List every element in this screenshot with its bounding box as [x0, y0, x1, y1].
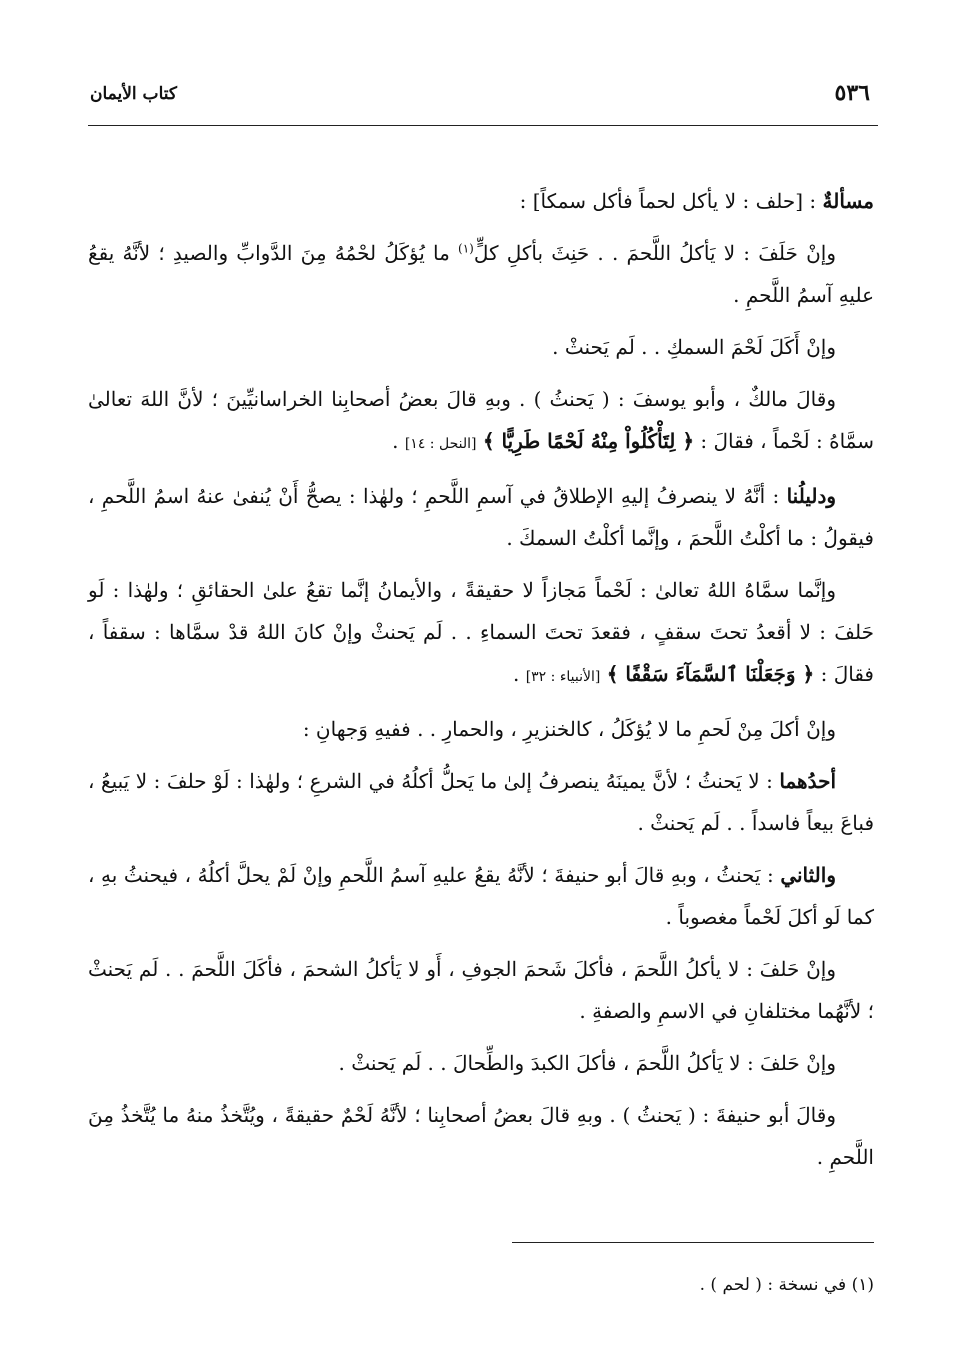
paragraph: والثاني : يَحنثُ ، وبهِ قالَ أبو حنيفةَ ؛ لأنَّهُ يقعُ عليهِ آسمُ اللَّحمِ وإنْ لَمْ يحلَّ أكلُهُ ، فيحنثُ بهِ ، كما لَو أكلَ لَحْماً مغصوباً . [88, 863, 874, 929]
footnote-text: في نسخة : ( لحم ) . [699, 1275, 847, 1295]
quran-verse: ﴿ لِتَأْكُلُواْ مِنْهُ لَحْمًا طَرِيًّا ﴾ [482, 429, 695, 453]
paragraph-lead: ودليلُنا [786, 484, 837, 508]
paragraph: وإنَّما سمَّاهُ اللهُ تعالىٰ : لَحْماً مَجازاً لا حقيقةً ، والأيمانُ إنَّما تقعُ علىٰ الحقائقِ ؛ ولهٰذا : لَو حَلفَ : لا أقعدُ تحتَ سقفٍ ، فقعدَ تحتَ السماءِ . . لَم يَحنثْ وإنْ كانَ اللهُ قدْ سمَّاها : سقفاً ، فقالَ : ﴿ وَجَعَلْنَا ٱلسَّمَآءَ سَقْفًا ﴾ [الأنبياء : ٣٢] . [88, 578, 874, 686]
page-number: ٥٣٦ [834, 80, 870, 106]
paragraph: أحدُهما : لا يَحنثُ ؛ لأنَّ يمينَهُ ينصرفُ إلىٰ ما يَحلُّ أكلُهُ في الشرعِ ؛ ولهٰذا : لَوْ حلفَ : لا يَبيعُ ، فباعَ بيعاً فاسداً . . لَم يَحنثْ . [88, 769, 874, 835]
verse-reference: [النحل : ١٤] [404, 436, 477, 452]
footnote [88, 1270, 874, 1300]
paragraph: ودليلُنا : أنَّهُ لا ينصرفُ إليهِ الإطلاقُ في آسمِ اللَّحمِ ؛ ولهٰذا : يصحُّ أَنْ يُنفىٰ عنهُ اسمُ اللَّحمِ ، فيقولُ : ما أكلْتُ اللَّحمَ ، وإنَّما أكلْتُ السمكَ . [88, 484, 874, 550]
paragraph: وإنْ حَلفَ : لا يأكلُ اللَّحمَ ، فأكلَ شَحمَ الجوفِ ، أَو لا يَأكلُ الشحمَ ، فأكَلَ اللَّحمَ . . لَم يَحنثْ ؛ لأنَّهُما مختلفانِ في الاسمِ والصفةِ . [88, 957, 874, 1023]
issue-title: [حلف : لا يأكل لحماً فأكل سمكاً] : [519, 189, 804, 213]
paragraph: وإنْ حَلفَ : لا يَأكلُ اللَّحمَ ، فأكلَ الكبدَ والطِّحالَ . . لَم يَحنثْ . [338, 1051, 836, 1075]
footnote-divider [512, 1242, 874, 1243]
paragraph: وقالَ أبو حنيفةَ : ( يَحنثُ ) . وبهِ قالَ بعضُ أصحابِنا ؛ لأنَّهُ لَحْمٌ حقيقةً ، ويُتَّخذُ منهُ ما يُتَّخذُ مِنَ اللَّحمِ . [88, 1103, 874, 1169]
paragraph-lead: أحدُهما [779, 769, 836, 793]
paragraph: وإنْ أكلَ مِنْ لَحمِ ما لا يُؤكَلُ ، كالخنزيرِ ، والحمارِ . . ففيهِ وَجهانِ : [302, 717, 836, 741]
main-text [88, 180, 874, 1188]
verse-reference: [الأنبياء : ٣٢] [525, 669, 601, 685]
header-divider [88, 125, 878, 126]
book-title: كتاب الأيمان [90, 84, 177, 104]
paragraph: وقالَ مالكٌ ، وأبو يوسفَ : ( يَحنثُ ) . وبهِ قالَ بعضُ أصحابِنا الخراسانيِّينَ ؛ لأنَّ اللهَ تعالىٰ سمَّاهُ : لَحْماً ، فقالَ : ﴿ لِتَأْكُلُواْ مِنْهُ لَحْمًا طَرِيًّا ﴾ [النحل : ١٤] . [88, 387, 874, 453]
footnote-ref: (١) [458, 241, 474, 256]
paragraph-lead: والثاني [780, 863, 836, 887]
paragraph: وإنْ حَلَفَ : لا يَأكلُ اللَّحمَ . . حَنِثَ بأكلِ كلٍّ$^{(١)}$ ما يُؤكَلُ لحْمُهُ مِنَ الدَّوابِّ والصيدِ ؛ لأنَّهُ يقعُ عليهِ آسمُ اللَّحمِ . [88, 241, 874, 307]
running-header [90, 78, 870, 112]
paragraph: وإنْ أَكَلَ لَحْمَ السمكِ . . لَم يَحنثْ . [552, 335, 836, 359]
issue-heading: مسألةٌ : [حلف : لا يأكل لحماً فأكل سمكاً] : [519, 189, 874, 213]
issue-label: مسألةٌ [822, 189, 874, 213]
footnote-marker: (١) [851, 1275, 874, 1295]
quran-verse: ﴿ وَجَعَلْنَا ٱلسَّمَآءَ سَقْفًا ﴾ [606, 662, 815, 686]
